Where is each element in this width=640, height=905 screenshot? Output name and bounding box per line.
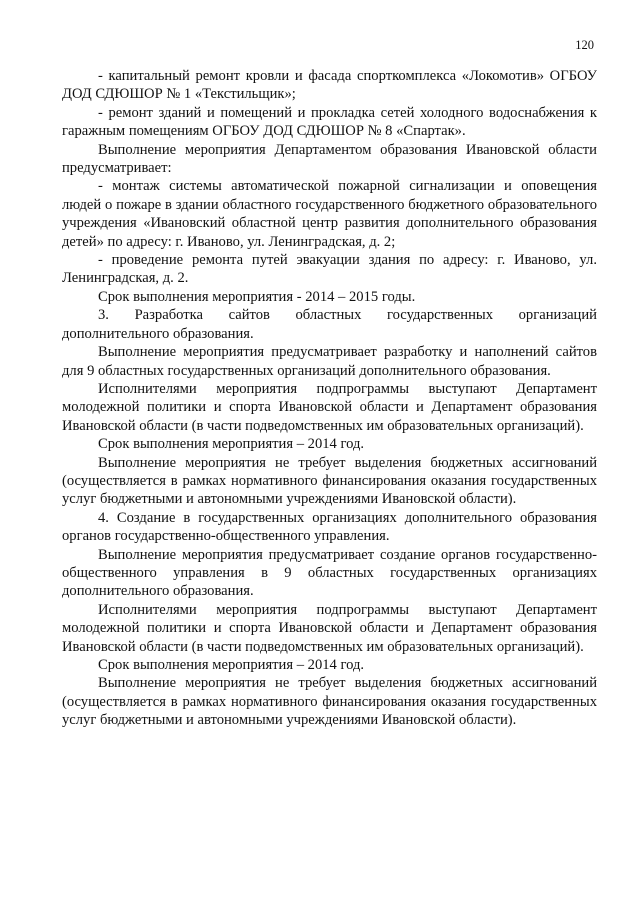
paragraph-item-3-heading: 3. Разработка сайтов областных государственных организаций дополнительного образования. [62,307,597,342]
paragraph-governance-bodies: Выполнение мероприятия предусматривает создание органов государственно-общественного управления в 9 областных государственных организациях дополнительного образования. [62,546,597,600]
paragraph-executors-1: Исполнителями мероприятия подпрограммы выступают Департамент молодежной политики и спорта Ивановской области и Департамент образования Ивановской области (в части подведомственных им образовательных организаций). [62,380,597,434]
paragraph-water-supply: - ремонт зданий и помещений и прокладка сетей холодного водоснабжения к гаражным помещениям ОГБОУ ДОД СДЮШОР № 8 «Спартак». [62,104,597,140]
paragraph-executors-2: Исполнителями мероприятия подпрограммы выступают Департамент молодежной политики и спорта Ивановской области и Департамент образования Ивановской области (в части подведомственных им образовательных организаций). [62,601,597,655]
paragraph-deadline-2014-a: Срок выполнения мероприятия – 2014 год. [98,436,365,453]
paragraph-education-dept-intro: Выполнение мероприятия Департаментом образования Ивановской области предусматривает: [62,141,597,177]
paragraph-no-budget-1: Выполнение мероприятия не требует выделения бюджетных ассигнований (осуществляется в рамках нормативного финансирования оказания государственных услуг бюджетными и автономными учреждениями Ивановской области). [62,454,597,508]
paragraph-evacuation-repair: - проведение ремонта путей эвакуации здания по адресу: г. Иваново, ул. Ленинградская, д. 2. [62,252,597,287]
document-body [62,67,597,730]
paragraph-websites: Выполнение мероприятия предусматривает разработку и наполнений сайтов для 9 областных государственных организаций дополнительного образования. [62,344,597,379]
paragraph-fire-alarm: - монтаж системы автоматической пожарной сигнализации и оповещения людей о пожаре в здании областного государственного бюджетного образовательного учреждения «Ивановский областной центр развития дополнительного образования детей» по адресу: г. Иваново, ул. Ленинградская, д. 2; [62,178,597,250]
paragraph-no-budget-2: Выполнение мероприятия не требует выделения бюджетных ассигнований (осуществляется в рамках нормативного финансирования оказания государственных услуг бюджетными и автономными учреждениями Ивановской области). [62,675,597,729]
paragraph-deadline-2014-2015: Срок выполнения мероприятия - 2014 – 2015 годы. [98,288,416,305]
paragraph-roof-repair: - капитальный ремонт кровли и фасада спорткомплекса «Локомотив» ОГБОУ ДОД СДЮШОР № 1 «Текстильщик»; [62,68,597,103]
paragraph-deadline-2014-b: Срок выполнения мероприятия – 2014 год. [98,657,365,673]
page-number: 120 [575,38,594,52]
paragraph-item-4-heading: 4. Создание в государственных организациях дополнительного образования органов государственно-общественного управления. [62,509,597,545]
